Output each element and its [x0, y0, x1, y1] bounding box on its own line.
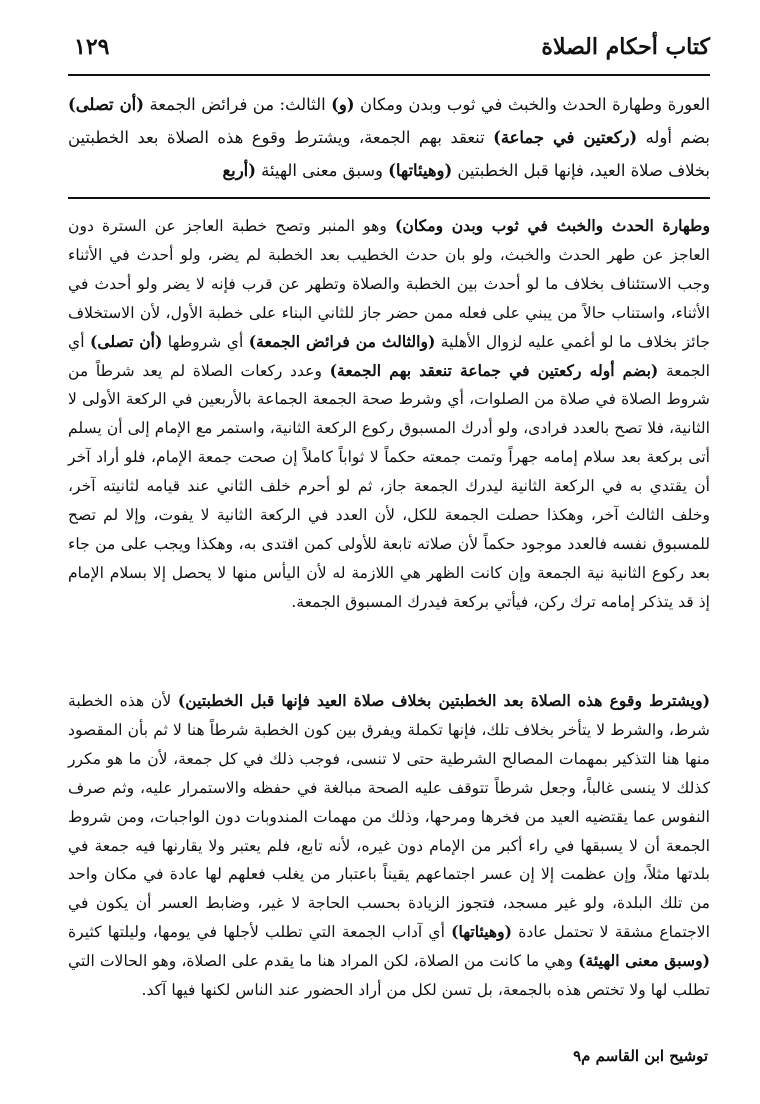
main-text-bold: (و) [331, 95, 355, 114]
commentary-segment: أي شروطها [162, 332, 249, 351]
commentary-segment: وعدد ركعات الصلاة لم يعد شرطاً من شروط الصلاة في صلاة من الصلوات، أي وشرط صحة الجمعة الجماعة بالأربعين في الركعة الأولى لا الثانية، فلا تصح بالعدد فرادى، ولو أدرك المسبوق ركوع الركعة الثانية، واستمر مع الإمام إلى أن يسلم أتى بركعة بعد سلام إمامه جهراً وتمت جمعته حكماً لا ثواباً كاملاً إن صحت جمعة الإمام، فلو أراد آخر أن يقتدي به في الركعة الثانية ليدرك الجمعة جاز، ثم لو أحرم خلف الثاني عند قيامه لثانيته آخر، وخلف الثالث آخر، وهكذا حصلت الجمعة للكل، لأن العدد في الركعة الثانية لا يفوت، وإلا لم تصح للمسبوق نفسه فالعدد موجود حكماً لأن صلاته تابعة للأولى كمن اقتدى به، وهكذا ويجب على من جاء بعد ركوع الثانية نية الجمعة وإن كانت الظهر هي اللازمة له لأن اليأس منها لا يحصل إلا بسلام الإمام إذ قد يتذكر إمامه ترك ركن، فيأتي بركعة فيدرك المسبوق الجمعة. [68, 361, 710, 611]
book-title: كتاب أحكام الصلاة [541, 34, 710, 60]
commentary-bold: (والثالث من فرائض الجمعة) [248, 331, 436, 351]
commentary-bold: (وهيئاتها) [451, 922, 513, 942]
page-footer: توشيح ابن القاسم م٩ [573, 1047, 708, 1065]
commentary-segment: وهي ما كانت من الصلاة، لكن المراد هنا ما يقدم على الصلاة، وهو الحالات التي تطلب لها ولا تختص هذه بالجمعة، بل تسن لكل من أراد الحضور عند الناس لكنها فيها آكد. [68, 952, 710, 1000]
main-text-segment: تنعقد بهم الجمعة، ويشترط وقوع هذه الصلاة بعد الخطبتين بخلاف صلاة العيد، فإنها قبل الخطبتين [68, 128, 710, 180]
commentary-paragraph [68, 212, 710, 617]
commentary-bold: (بضم أوله ركعتين في جماعة تنعقد بهم الجمعة) [329, 360, 659, 380]
commentary-segment: وهو المنبر وتصح خطبة العاجز عن السترة دون العاجز عن طهر الحدث والخبث، ولو بان حدث الخطيب بعد الخطبة لم يضر، ولو أحدث في الأثناء وجب الاستئناف بخلاف ما لو أحدث بين الخطبة والصلاة وتطهر عن قرب فإنه لا يضر ولو أحدث في الأثناء، واستناب حالاً من يبني على فعله ممن حضر جاز للثاني البناء على خطبة الأول، لأن الاستخلاف جائز بخلاف ما لو أغمي عليه لزوال الأهلية [68, 217, 710, 351]
main-text [68, 88, 710, 187]
page-header [68, 30, 710, 76]
commentary-bold: (وسبق معنى الهيئة) [578, 951, 710, 971]
commentary-block [68, 212, 710, 617]
main-text-bold: (أربع [222, 161, 256, 180]
page-number: ١٢٩ [74, 34, 110, 60]
section-divider [68, 197, 710, 199]
commentary-segment: أي الجمعة [68, 332, 710, 380]
commentary-bold: (ويشترط وقوع هذه الصلاة بعد الخطبتين بخلاف صلاة العيد فإنها قبل الخطبتين) [177, 691, 710, 710]
main-text-bold: (ركعتين في جماعة) [493, 128, 638, 147]
commentary-paragraph [68, 687, 710, 1005]
main-text-segment: بضم أوله [637, 128, 710, 147]
main-text-segment: وسبق معنى الهيئة [255, 161, 389, 180]
main-text-segment: العورة وطهارة الحدث والخبث في ثوب وبدن ومكان [354, 95, 711, 114]
commentary-block-2 [68, 687, 710, 1005]
commentary-bold: (أن تصلى) [89, 331, 163, 351]
main-text-bold: (وهيئاتها) [388, 161, 453, 180]
commentary-segment: أي آداب الجمعة التي تطلب لأجلها في يومها، وليلتها كثيرة [68, 923, 452, 942]
main-text-bold: (أن تصلى) [68, 95, 144, 114]
main-text-segment: الثالث: من فرائض الجمعة [143, 95, 332, 114]
commentary-segment: لأن هذه الخطبة شرط، والشرط لا يتأخر بخلاف تلك، فإنها تكملة ويفرق بين كون الخطبة شرطاً هنا لا ثم بأن المقصود منها هنا التذكير بمهمات المصالح الشرطية حتى لا تنسى، فوجب ذلك في كل جمعة، لأن ما هو مكرر كذلك لا ينسى غالباً، وجعل شرطاً تتوقف عليه الصحة مبالغة في حفظه والاستمرار عليه، وثم صرف النفوس عما يقتضيه العيد من فخرها ومرحها، وذلك من مهمات المندوبات دون الواجبات، ومن شروط الجمعة أن لا يسبقها في راء أكبر من الإمام دون غيره، لأنه تابع، فلم يعتبر ولا يقارنها فيه جمعة في بلدتها مثلاً، وإن عظمت إلا إن عسر اجتماعهم يقيناً باعتبار من يغلب فعلهم لها عادة في مكان واحد من تلك البلدة، ولو غير مسجد، فتجوز الزيادة بحسب الحاجة لا غير، وضابط العسر أن يكون في الاجتماع مشقة لا تحتمل عادة [68, 692, 711, 942]
commentary-bold: وطهارة الحدث والخبث في ثوب وبدن ومكان) [395, 216, 710, 235]
